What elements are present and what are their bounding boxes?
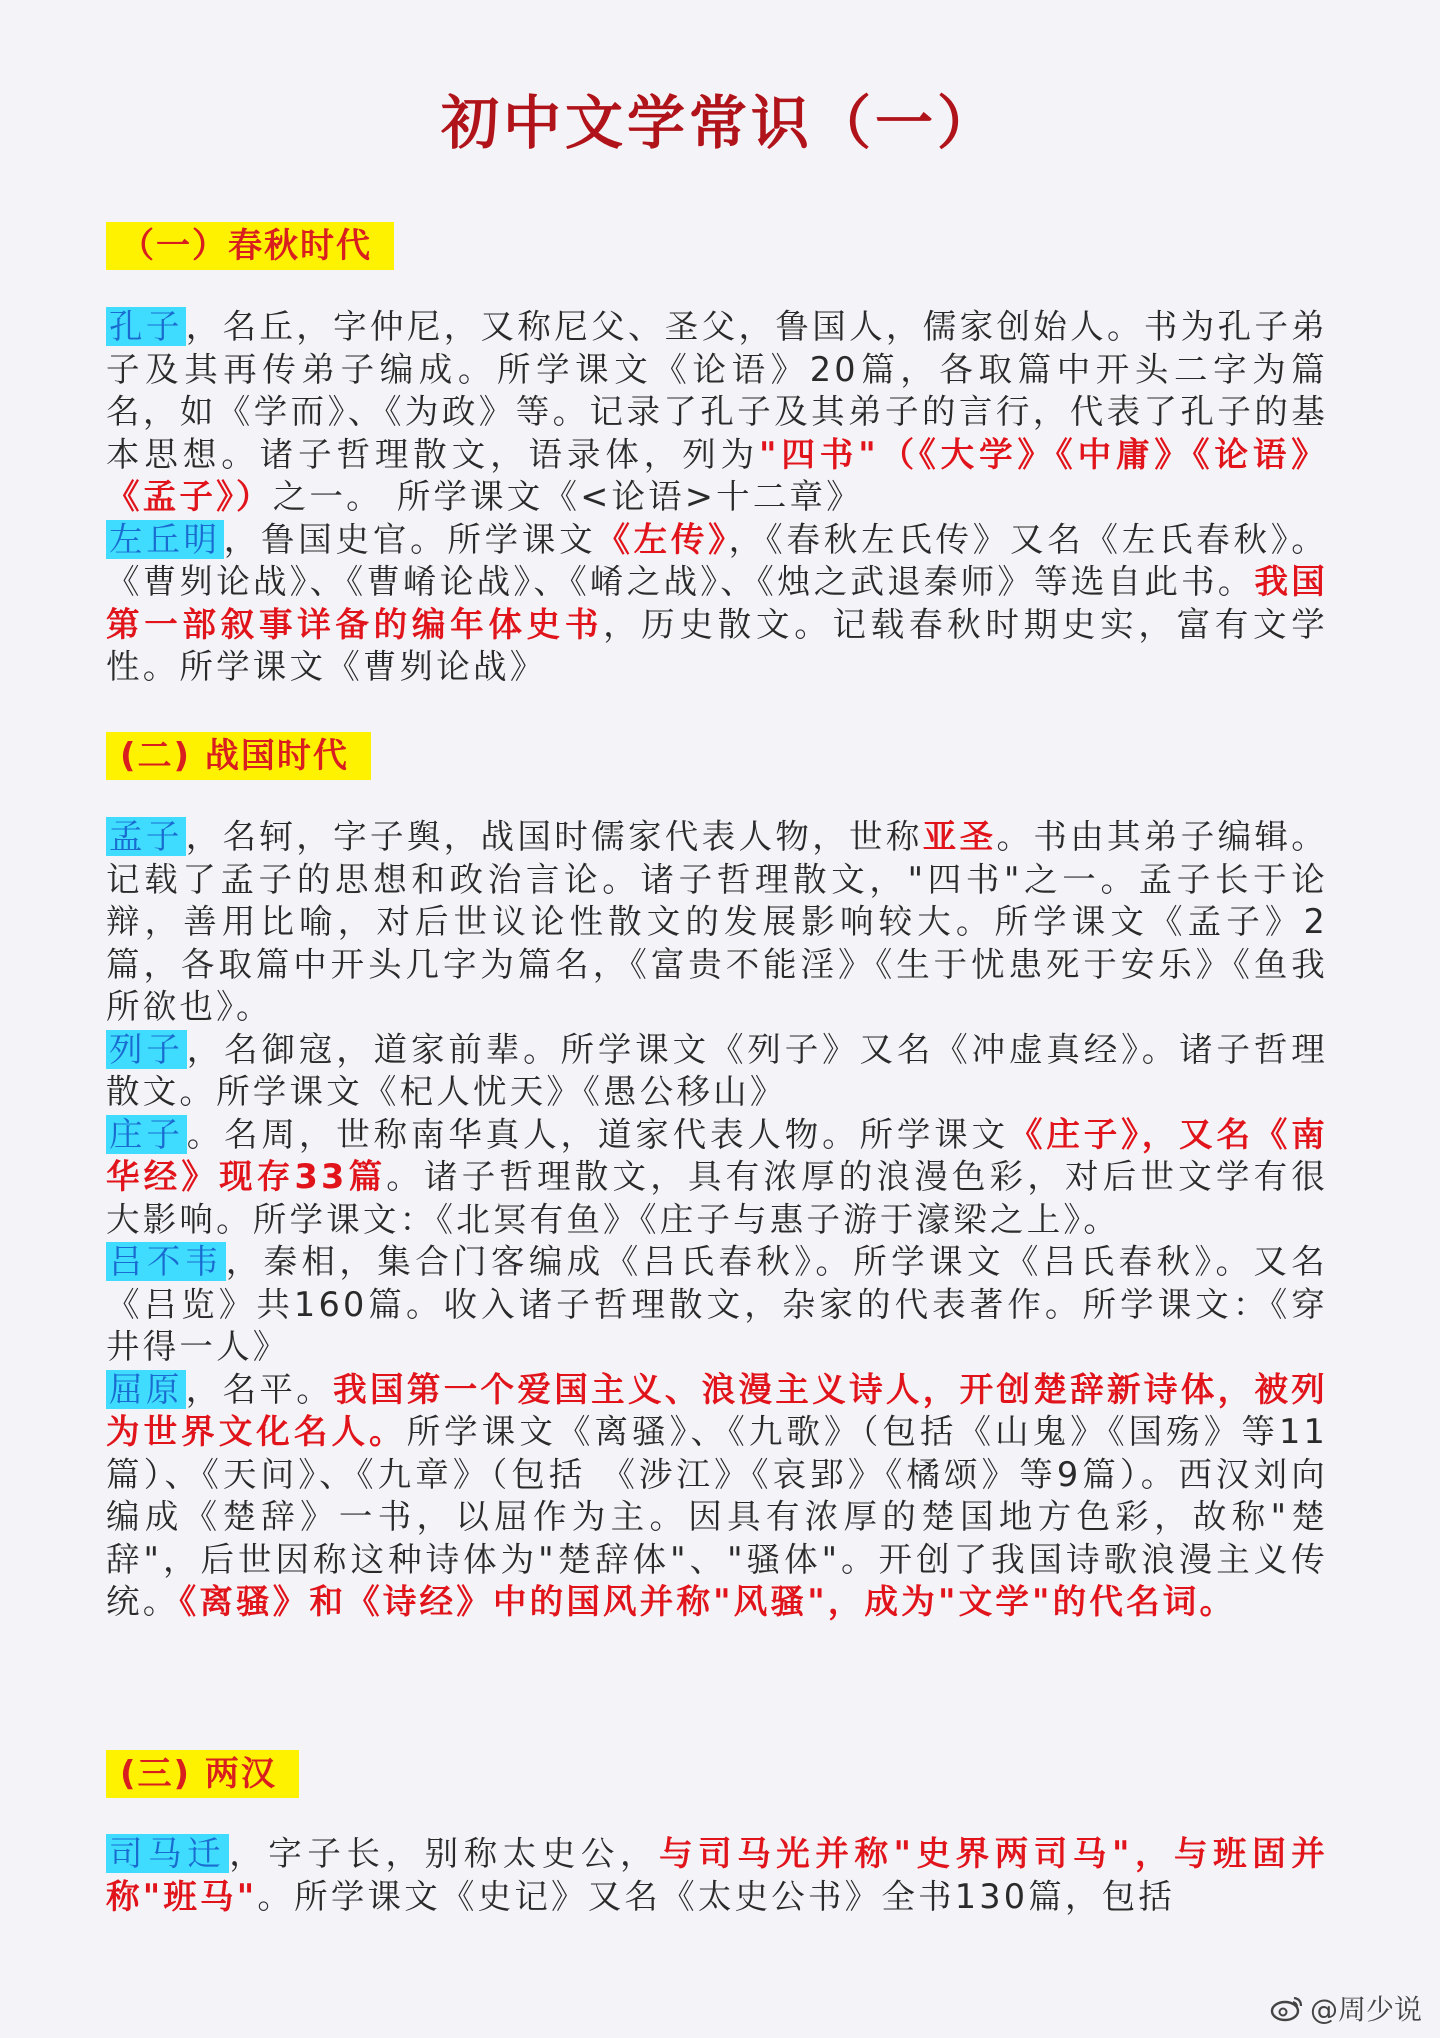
section-body-han — [106, 1833, 1328, 1918]
body-text: 。名周，世称南华真人，道家代表人物。所学课文 — [186, 1114, 1010, 1154]
watermark-text: @周少说 — [1309, 1993, 1422, 2026]
entry-paragraph — [106, 306, 1328, 519]
emphasis-text: 与司马光并称"史界两司马"，与班固并称"班马" — [106, 1834, 1328, 1916]
body-text: ，《春秋左氏传》又名《左氏春秋》。《曹刿论战》、《曹崤论战》、《崤之战》、《烛之武退秦师》等选自此书。 — [106, 519, 1329, 601]
emphasis-text: 亚圣 — [922, 817, 997, 856]
emphasis-text: 《左传》 — [596, 519, 729, 559]
entry-paragraph — [106, 816, 1328, 1029]
author-name: 吕不韦 — [106, 1242, 226, 1281]
section-body-spring-autumn — [106, 306, 1328, 689]
weibo-icon — [1270, 1994, 1304, 2022]
body-text: ，名轲，字子舆，战国时儒家代表人物，世称 — [185, 817, 923, 856]
body-text: ，秦相，集合门客编成《吕氏春秋》。所学课文《吕氏春秋》。又名《吕览》共160篇。收入诸子哲理散文，杂家的代表著作。所学课文：《穿井得一人》 — [106, 1242, 1328, 1366]
body-text: ，鲁国史官。所学课文 — [223, 519, 597, 559]
body-text: ，名丘，字仲尼，又称尼父、圣父，鲁国人，儒家创始人。书为孔子弟子及其再传弟子编成。所学课文《论语》20篇，各取篇中开头二字为篇名，如《学而》、《为政》等。记录了孔子及其弟子的言行，代表了孔子的基本思想。诸子哲理散文，语录体，列为 — [106, 307, 1329, 474]
author-name: 左丘明 — [106, 520, 224, 559]
section-heading-warring-states: (二) 战国时代 — [106, 732, 371, 780]
emphasis-text: "四书"（《大学》《中庸》《论语》《孟子》） — [106, 434, 1328, 516]
body-text: ，字子长，别称太史公， — [229, 1834, 660, 1873]
entry-paragraph — [106, 1833, 1328, 1918]
entry-paragraph — [106, 1029, 1328, 1114]
emphasis-text: 《离骚》和《诗经》中的国风并称"风骚"，成为"文学"的代名词。 — [179, 1582, 1237, 1621]
body-text: ，名御寇，道家前辈。所学课文《列子》又名《冲虚真经》。诸子哲理散文。所学课文《杞人忧天》《愚公移山》 — [106, 1029, 1329, 1111]
weibo-watermark — [1270, 1988, 1422, 2028]
emphasis-text: 《庄子》，又名《南华经》现存33篇 — [106, 1114, 1329, 1196]
page-title: 初中文学常识（一） — [440, 89, 999, 157]
emphasis-text: 我国第一部叙事详备的编年体史书 — [106, 562, 1328, 644]
section-heading-spring-autumn: （一）春秋时代 — [106, 222, 394, 270]
emphasis-text: 我国第一个爱国主义、浪漫主义诗人，开创楚辞新诗体，被列为世界文化名人。 — [106, 1369, 1329, 1451]
section-body-warring-states — [106, 816, 1328, 1624]
author-name: 屈原 — [106, 1370, 186, 1409]
body-text: 。诸子哲理散文，具有浓厚的浪漫色彩，对后世文学有很大影响。所学课文：《北冥有鱼》《庄子与惠子游于濠梁之上》。 — [106, 1157, 1329, 1239]
author-name: 列子 — [106, 1030, 187, 1069]
author-name: 孟子 — [106, 817, 186, 856]
entry-paragraph — [106, 1369, 1328, 1624]
body-text: 。书由其弟子编辑。记载了孟子的思想和政治言论。诸子哲理散文，"四书"之一。孟子长于论辩，善用比喻，对后世议论性散文的发展影响较大。所学课文《孟子》2篇，各取篇中开头几字为篇名，《富贵不能淫》《生于忧患死于安乐》《鱼我所欲也》。 — [106, 817, 1329, 1026]
body-text: 之一。 所学课文《<论语>十二章》 — [272, 477, 863, 516]
body-text: 。所学课文《史记》又名《太史公书》全书130篇，包括 — [257, 1876, 1176, 1916]
body-text: ，历史散文。记载春秋时期史实，富有文学性。所学课文《曹刿论战》 — [106, 604, 1328, 686]
body-text: ，名平。 — [185, 1369, 334, 1409]
entry-paragraph — [106, 1114, 1328, 1242]
author-name: 庄子 — [106, 1115, 187, 1154]
entry-paragraph — [106, 519, 1328, 689]
body-text: 所学课文《离骚》、《九歌》（包括《山鬼》《国殇》等11篇）、《天问》、《九章》（包括 《涉江》《哀郢》《橘颂》等9篇）。西汉刘向编成《楚辞》一书，以屈作为主。因具有浓厚的楚国地方色彩，故称"楚辞"，后世因称这种诗体为"楚辞体"、"骚体"。开创了我国诗歌浪漫主义传统。 — [106, 1412, 1328, 1621]
entry-paragraph — [106, 1241, 1328, 1369]
author-name: 孔子 — [106, 307, 186, 346]
author-name: 司马迁 — [106, 1834, 229, 1873]
section-heading-han: (三) 两汉 — [106, 1750, 299, 1798]
